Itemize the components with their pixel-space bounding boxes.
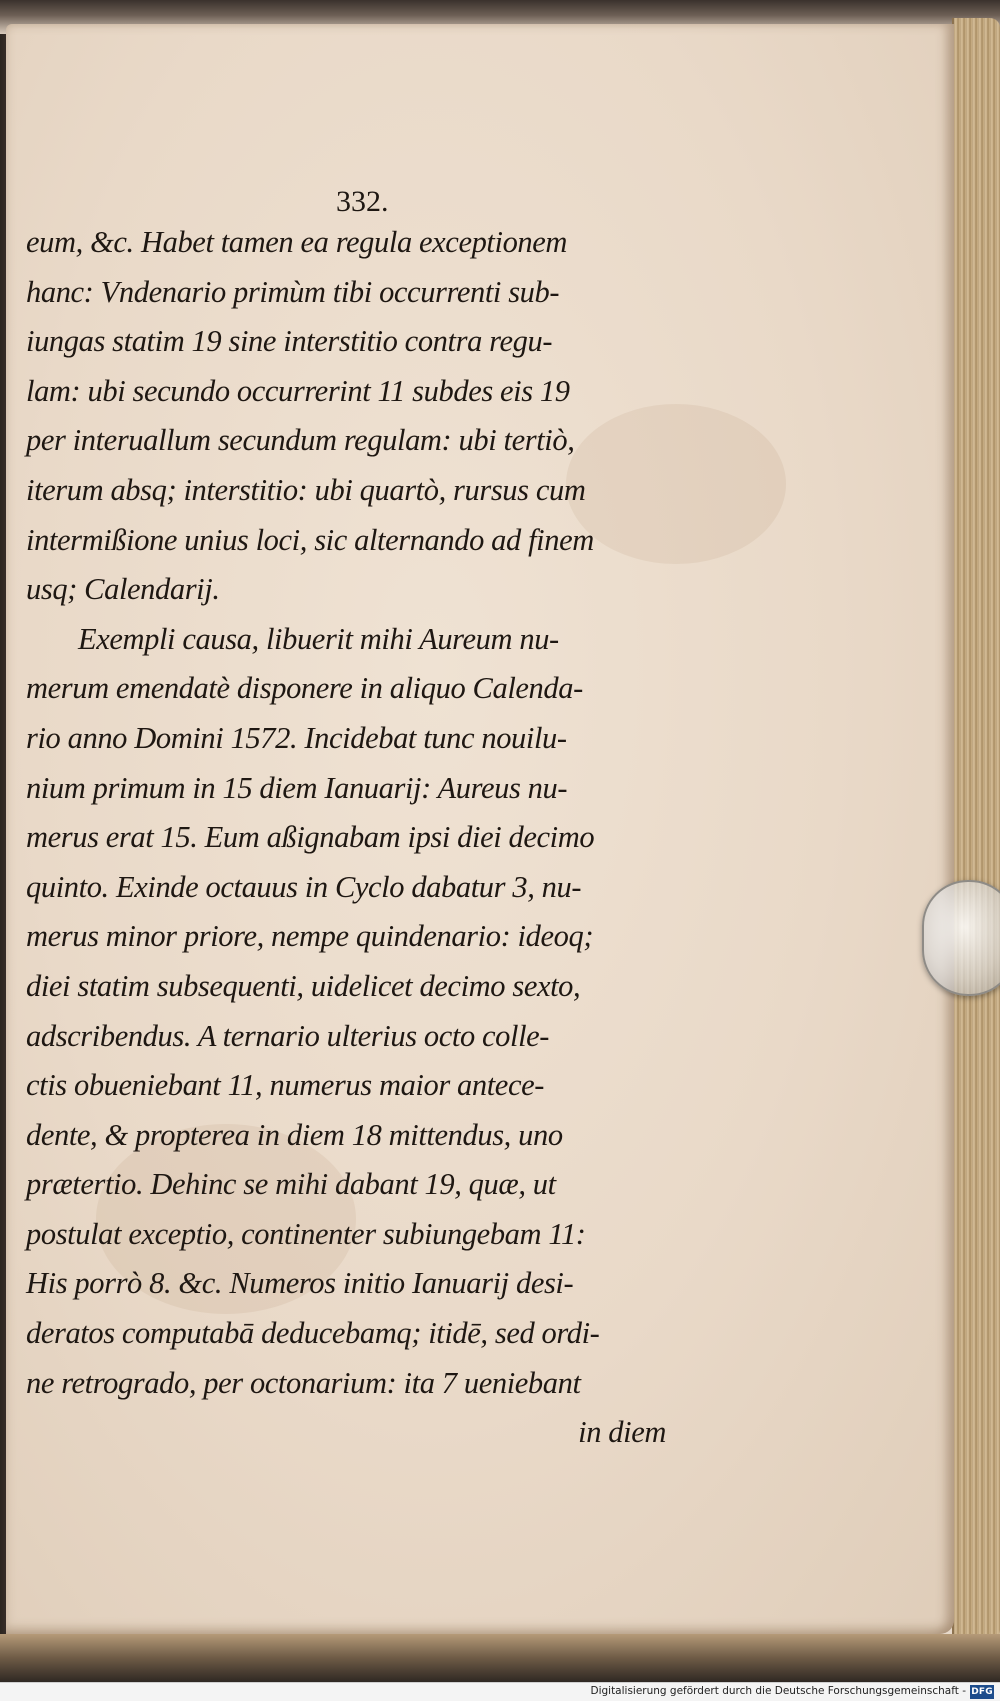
text-line: usq; Calendarij. [26, 572, 220, 607]
text-line: prætertio. Dehinc se mihi dabant 19, quæ, ut [26, 1167, 556, 1202]
text-line: His porrò 8. &c. Numeros initio Ianuarij desi- [26, 1266, 574, 1301]
text-line: ne retrogrado, per octonarium: ita 7 ueniebant [26, 1365, 581, 1400]
catchword: in diem [578, 1415, 666, 1450]
text-line: merus minor priore, nempe quindenario: ideoq; [26, 919, 594, 954]
page-edges [952, 18, 1000, 1648]
text-line: adscribendus. A ternario ulterius octo colle- [26, 1018, 550, 1053]
text-line: lam: ubi secundo occurrerint 11 subdes eis 19 [26, 373, 570, 408]
text-line: per interuallum secundum regulam: ubi tertiò, [26, 423, 575, 458]
text-line: iungas statim 19 sine interstitio contra regu- [26, 324, 553, 359]
text-line: dente, & propterea in diem 18 mittendus, uno [26, 1117, 563, 1152]
text-line: postulat exceptio, continenter subiungebam 11: [26, 1216, 586, 1251]
text-block [26, 218, 686, 1458]
text-line: rio anno Domini 1572. Incidebat tunc nouilu- [26, 720, 567, 755]
digitization-credit: Digitalisierung gefördert durch die Deutsche Forschungsgemeinschaft - [590, 1685, 966, 1697]
text-line: ctis obueniebant 11, numerus maior antece- [26, 1068, 544, 1103]
text-line: merus erat 15. Eum aßignabam ipsi diei decimo [26, 820, 595, 855]
text-line: nium primum in 15 diem Ianuarij: Aureus nu- [26, 770, 568, 805]
paragraph-start-line: Exempli causa, libuerit mihi Aureum nu- [78, 621, 559, 656]
page-number: 332. [336, 185, 389, 218]
text-line: quinto. Exinde octauus in Cyclo dabatur 3, nu- [26, 869, 582, 904]
text-line: merum emendatè disponere in aliquo Calenda- [26, 671, 583, 706]
text-line: deratos computabā deducebamq; itidē, sed ordi- [26, 1316, 600, 1351]
credit-bar [0, 1682, 1000, 1701]
book-bottom-edge [0, 1634, 1000, 1682]
text-line: eum, &c. Habet tamen ea regula exceptionem [26, 225, 568, 259]
text-line: diei statim subsequenti, uidelicet decimo sexto, [26, 968, 581, 1003]
text-line: hanc: Vndenario primùm tibi occurrenti sub- [26, 274, 560, 309]
text-line: intermißione unius loci, sic alternando ad finem [26, 522, 594, 557]
dfg-logo: DFG [971, 1687, 993, 1697]
text-line: iterum absq; interstitio: ubi quartò, rursus cum [26, 472, 586, 507]
page-clip [922, 880, 1000, 996]
